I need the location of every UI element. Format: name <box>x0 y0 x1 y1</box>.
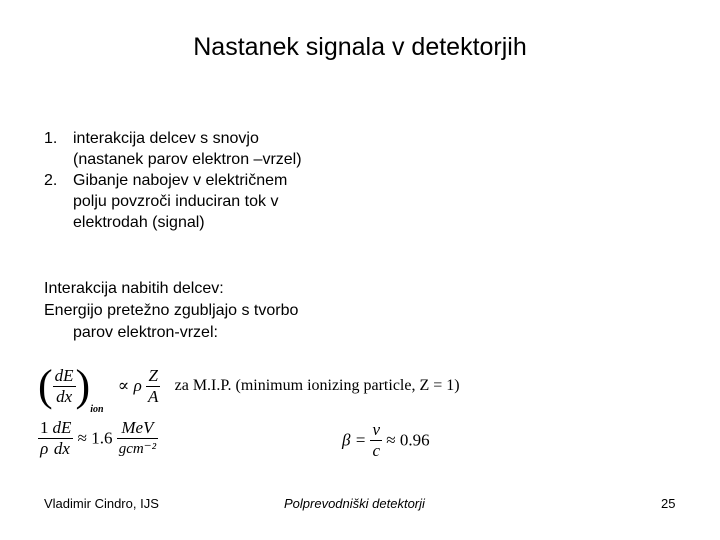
v-over-c-fraction: $\frac{v}{c}$ <box>372 420 380 460</box>
list-item <box>44 128 302 170</box>
beta-symbol: β = <box>342 430 367 450</box>
one-over-rho-fraction: $\frac{1}{\rho}$ <box>40 418 49 458</box>
list-item-line: (nastanek parov elektron –vrzel) <box>73 151 302 168</box>
para-line: Energijo pretežno zgubljajo s tvorbo <box>44 302 299 319</box>
beta-formula <box>342 420 430 461</box>
proportional-symbol: ∝ <box>117 376 130 395</box>
para-line: parov elektron-vrzel: <box>73 324 218 341</box>
energy-loss-proportionality-formula <box>38 361 460 415</box>
left-paren: ( <box>38 361 53 410</box>
slide-title: Nastanek signala v detektorjih <box>193 33 527 61</box>
ion-subscript: ion <box>90 403 104 415</box>
beta-value: ≈ 0.96 <box>386 430 430 450</box>
list-item-line: elektrodah (signal) <box>73 214 205 231</box>
list-item-line: interakcija delcev s snovjo <box>73 130 259 147</box>
page-number: 25 <box>661 496 676 511</box>
para-line: Interakcija nabitih delcev: <box>44 280 224 297</box>
list-number: 1. <box>44 130 58 147</box>
footer-course: Polprevodniški detektorji <box>284 496 425 511</box>
right-paren: ) <box>75 361 91 410</box>
de-dx-fraction: $\frac{dE}{dx}$ <box>54 365 74 406</box>
list-item <box>44 170 302 233</box>
de-dx-fraction: $\frac{dE}{dx}$ <box>52 418 72 458</box>
unit-fraction: $\frac{\text{MeV}}{\text{gcm⁻²}}$ <box>118 418 157 457</box>
mip-note: za M.I.P. (minimum ionizing particle, Z = 1) <box>174 377 460 394</box>
interaction-paragraph <box>44 278 298 344</box>
numbered-list <box>44 128 302 233</box>
approx-value: ≈ 1.6 <box>77 428 113 448</box>
footer-author: Vladimir Cindro, IJS <box>44 496 159 511</box>
energy-loss-value-formula <box>38 418 158 459</box>
z-over-a-fraction: $\frac{Z}{A}$ <box>147 365 159 406</box>
list-number: 2. <box>44 172 58 189</box>
list-item-line: polju povzroči induciran tok v <box>73 193 279 210</box>
list-item-line: Gibanje nabojev v električnem <box>73 172 288 189</box>
rho-symbol: ρ <box>133 376 142 395</box>
